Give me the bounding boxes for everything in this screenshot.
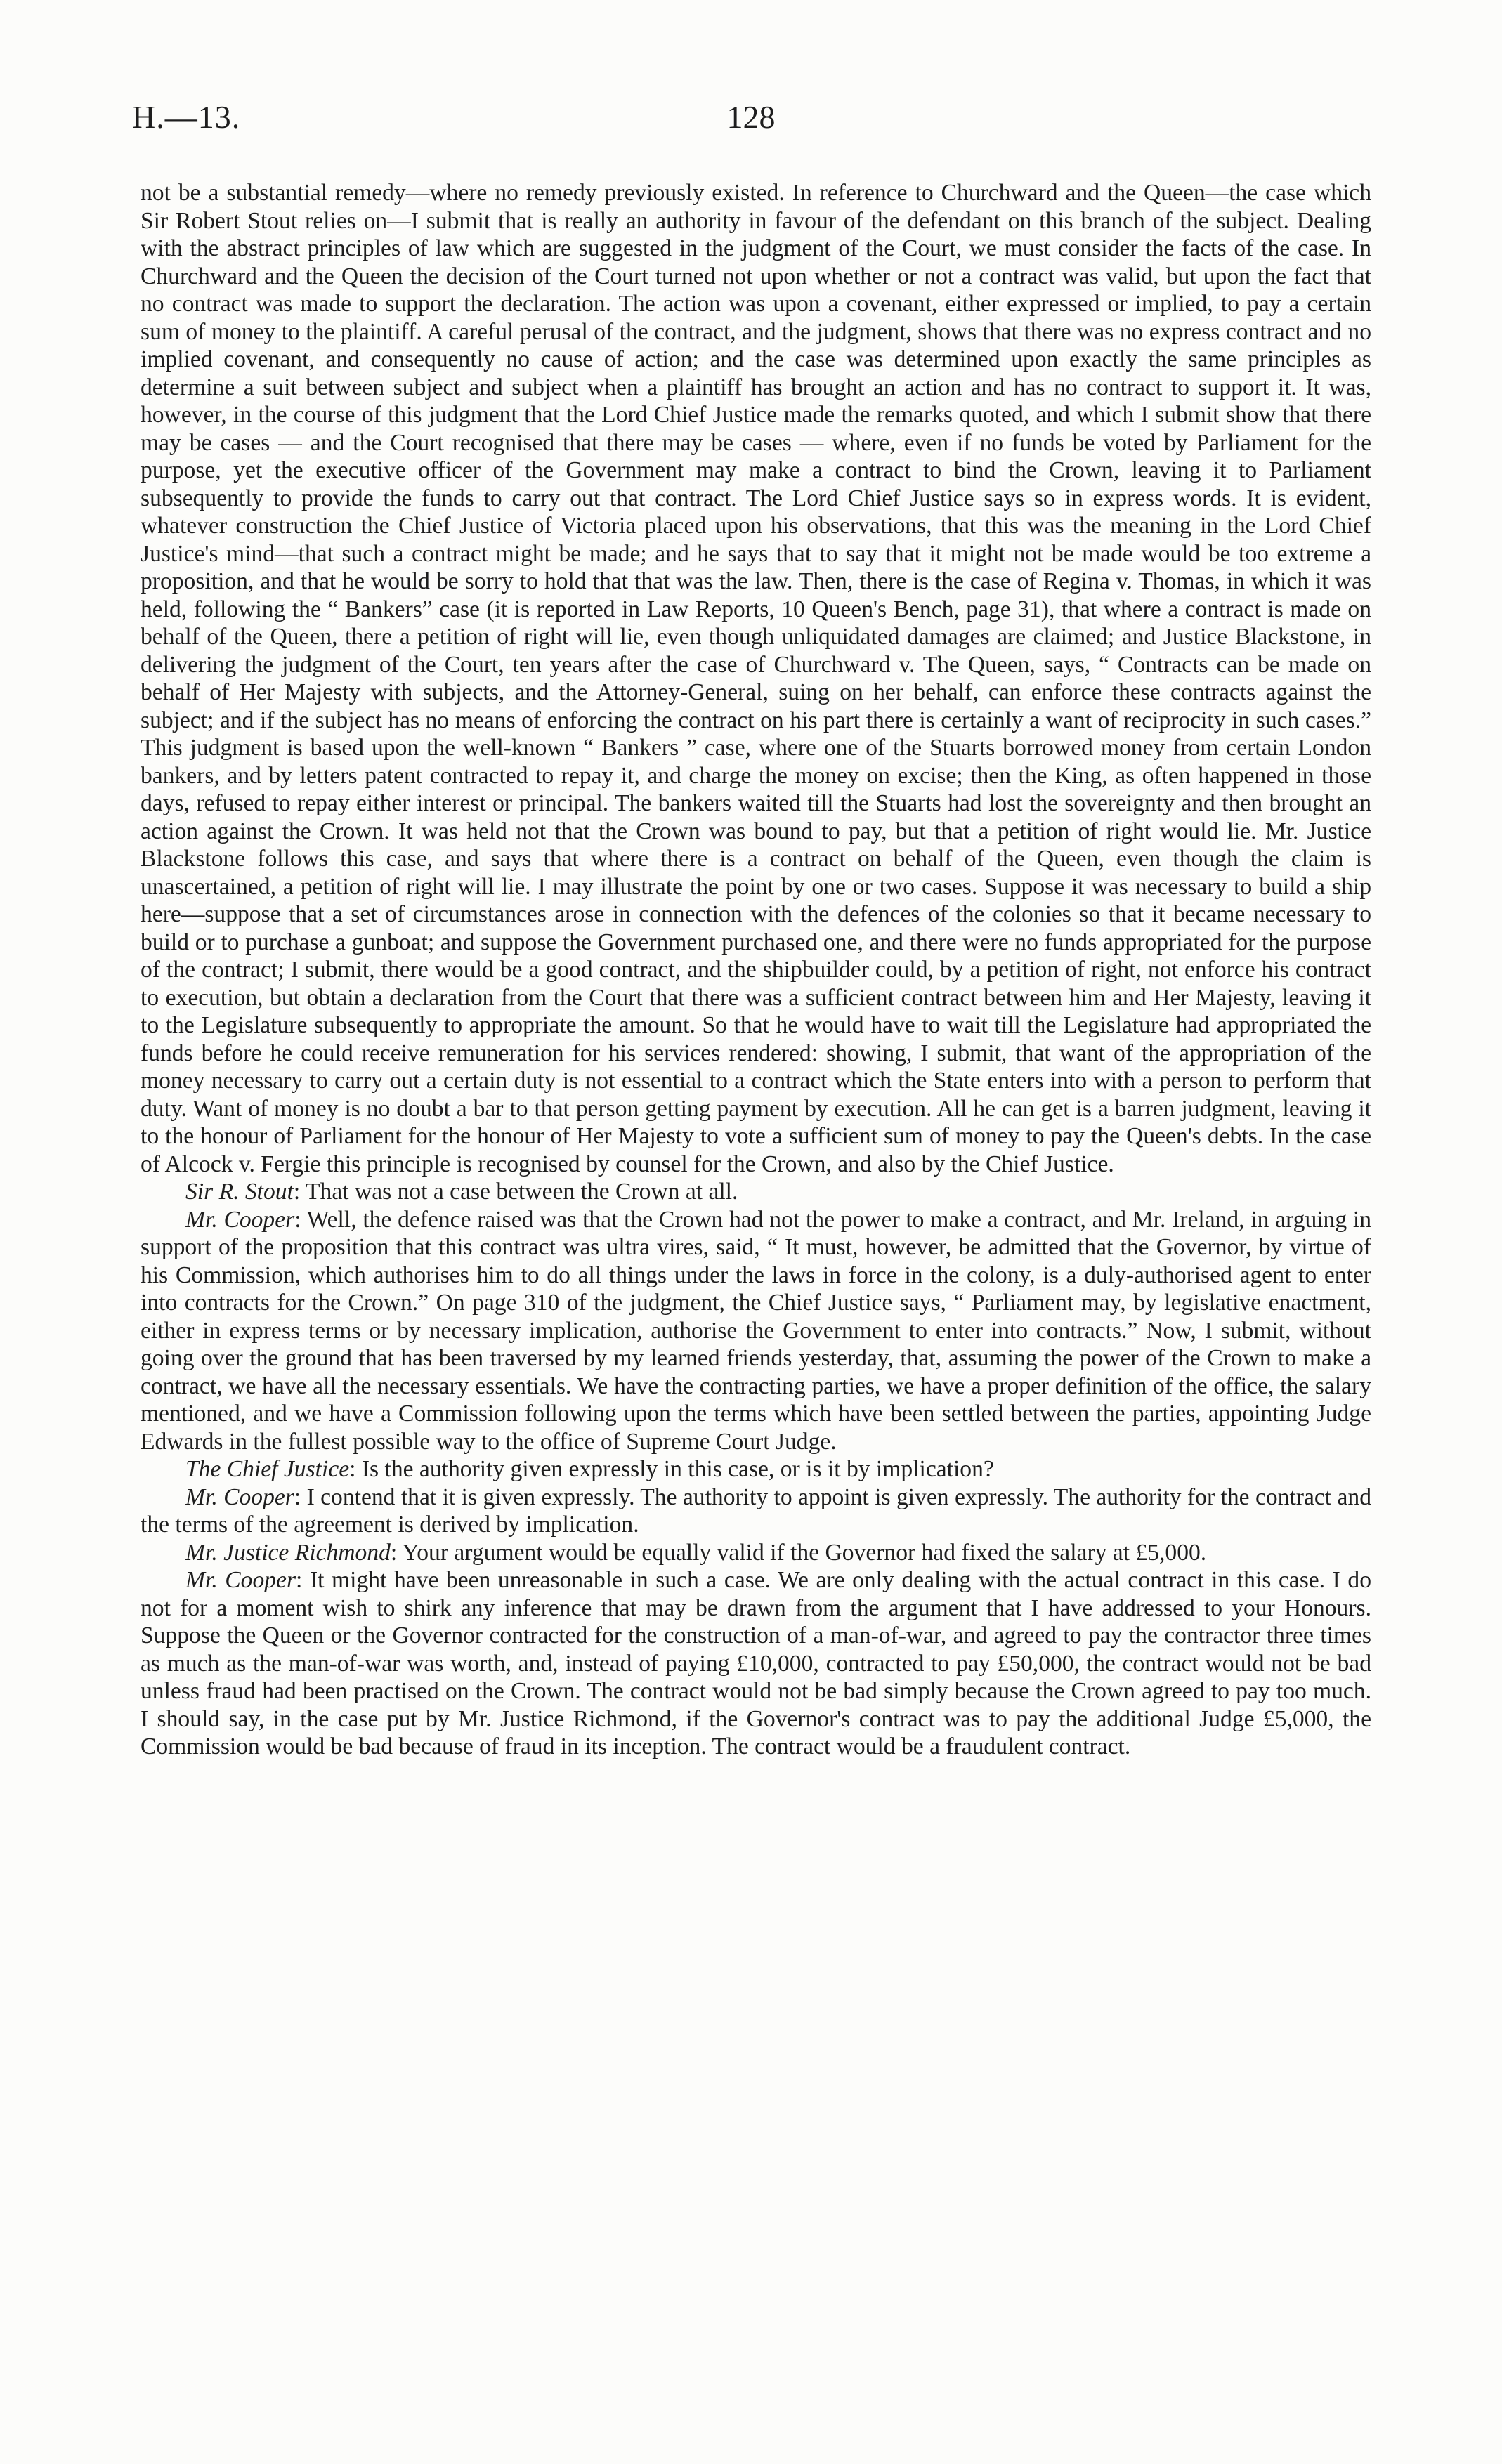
speaker-name: Mr. Justice Richmond [185, 1539, 391, 1566]
paragraph-opening [141, 179, 1371, 1178]
speaker-name: Sir R. Stout [185, 1179, 294, 1205]
speaker-name: Mr. Cooper [185, 1483, 294, 1510]
speech-text: : That was not a case between the Crown at all. [293, 1179, 738, 1205]
paragraph-speech [141, 1206, 1371, 1456]
page-header [132, 98, 1370, 148]
speaker-name: Mr. Cooper [185, 1567, 296, 1593]
speech-text: : Your argument would be equally valid if the Governor had fixed the salary at £5,000. [390, 1539, 1207, 1566]
page-number: 128 [726, 99, 776, 135]
page-body [141, 179, 1371, 1761]
paragraph-speech [141, 1539, 1371, 1567]
speech-text: : Is the authority given expressly in this case, or is it by implication? [349, 1456, 994, 1482]
speaker-name: The Chief Justice [185, 1456, 350, 1482]
paragraph-speech [141, 1483, 1371, 1539]
paragraph-speech [141, 1566, 1371, 1761]
speaker-name: Mr. Cooper [185, 1206, 295, 1233]
paragraph-speech [141, 1455, 1371, 1483]
speech-text: : It might have been unreasonable in such a case. We are only dealing with the actual contract in this case. I do not for a moment wish to shirk any inference that may be drawn from the argument that I have addressed to your Honours. Suppose the Queen or the Governor contracted for the construction of a man-of-war, and agreed to pay the contractor three times as much as the man-of-war was worth, and, instead of paying £10,000, contracted to pay £50,000, the contract would not be bad unless fraud had been practised on the Crown. The contract would not be bad simply because the Crown agreed to pay too much. I should say, in the case put by Mr. Justice Richmond, if the Governor's contract was to pay the additional Judge £5,000, the Commission would be bad because of fraud in its inception. The contract would be a fraudulent contract. [141, 1567, 1371, 1759]
paragraph-speech [141, 1178, 1371, 1206]
speech-text: : Well, the defence raised was that the Crown had not the power to make a contract, and Mr. Ireland, in arguing in support of the proposition that this contract was ultra vires, said, “ It must, however, be admitted that the Governor, by virtue of his Commission, which authorises him to do all things under the laws in force in the colony, is a duly-authorised agent to enter into contracts for the Crown.” On page 310 of the judgment, the Chief Justice says, “ Parliament may, by legislative enactment, either in express terms or by necessary implication, authorise the Government to enter into contracts.” Now, I submit, without going over the ground that has been traversed by my learned friends yesterday, that, assuming the power of the Crown to make a contract, we have all the necessary essentials. We have the contracting parties, we have a proper definition of the office, the salary mentioned, and we have a Commission following upon the terms which have been settled between the parties, appointing Judge Edwards in the fullest possible way to the office of Supreme Court Judge. [141, 1206, 1371, 1455]
paragraph-text: not be a substantial remedy—where no remedy previously existed. In reference to Churchward and the Queen—the case which Sir Robert Stout relies on—I submit that is really an authority in favour of the defendant on this branch of the subject. Dealing with the abstract principles of law which are suggested in the judgment of the Court, we must consider the facts of the case. In Churchward and the Queen the decision of the Court turned not upon whether or not a contract was valid, but upon the fact that no contract was made to support the declaration. The action was upon a covenant, either expressed or implied, to pay a certain sum of money to the plaintiff. A careful perusal of the contract, and the judgment, shows that there was no express contract and no implied covenant, and consequently no cause of action; and the case was determined upon exactly the same principles as determine a suit between subject and subject when a plaintiff has brought an action and has no contract to support it. It was, however, in the course of this judgment that the Lord Chief Justice made the remarks quoted, and which I submit show that there may be cases — and the Court recognised that there may be cases — where, even if no funds be voted by Parliament for the purpose, yet the executive officer of the Government may make a contract to bind the Crown, leaving it to Parliament subsequently to provide the funds to carry out that contract. The Lord Chief Justice says so in express words. It is evident, whatever construction the Chief Justice of Victoria placed upon his observations, that this was the meaning in the Lord Chief Justice's mind—that such a contract might be made; and he says that to say that it might not be made would be too extreme a proposition, and that he would be sorry to hold that that was the law. Then, there is the case of Regina v. Thomas, in which it was held, following the “ Bankers” case (it is reported in Law Reports, 10 Queen's Bench, page 31), that where a contract is made on behalf of the Queen, there a petition of right will lie, even though unliquidated damages are claimed; and Justice Blackstone, in delivering the judgment of the Court, ten years after the case of Churchward v. The Queen, says, “ Contracts can be made on behalf of Her Majesty with subjects, and the Attorney-General, suing on her behalf, can enforce these contracts against the subject; and if the subject has no means of enforcing the contract on his part there is certainly a want of reciprocity in such cases.” This judgment is based upon the well-known “ Bankers ” case, where one of the Stuarts borrowed money from certain London bankers, and by letters patent contracted to repay it, and charge the money on excise; then the King, as often happened in those days, refused to repay either interest or principal. The bankers waited till the Stuarts had lost the sovereignty and then brought an action against the Crown. It was held not that the Crown was bound to pay, but that a petition of right would lie. Mr. Justice Blackstone follows this case, and says that where there is a contract on behalf of the Queen, even though the claim is unascertained, a petition of right will lie. I may illustrate the point by one or two cases. Suppose it was necessary to build a ship here—suppose that a set of circumstances arose in connection with the defences of the colonies so that it became necessary to build or to purchase a gunboat; and suppose the Government purchased one, and there were no funds appropriated for the purpose of the contract; I submit, there would be a good contract, and the shipbuilder could, by a petition of right, not enforce his contract to execution, but obtain a declaration from the Court that there was a sufficient contract between him and Her Majesty, leaving it to the Legislature subsequently to appropriate the amount. So that he would have to wait till the Legislature had appropriated the funds before he could receive remuneration for his services rendered: showing, I submit, that want of the appropriation of the money necessary to carry out a certain duty is not essential to a contract which the State enters into with a person to perform that duty. Want of money is no doubt a bar to that person getting payment by execution. All he can get is a barren judgment, leaving it to the honour of Parliament for the honour of Her Majesty to vote a sufficient sum of money to pay the Queen's debts. In the case of Alcock v. Fergie this principle is recognised by counsel for the Crown, and also by the Chief Justice. [141, 180, 1371, 1177]
speech-text: : I contend that it is given expressly. The authority to appoint is given expressly. The authority for the contract and the terms of the agreement is derived by implication. [141, 1483, 1371, 1538]
document-reference: H.—13. [132, 99, 241, 135]
